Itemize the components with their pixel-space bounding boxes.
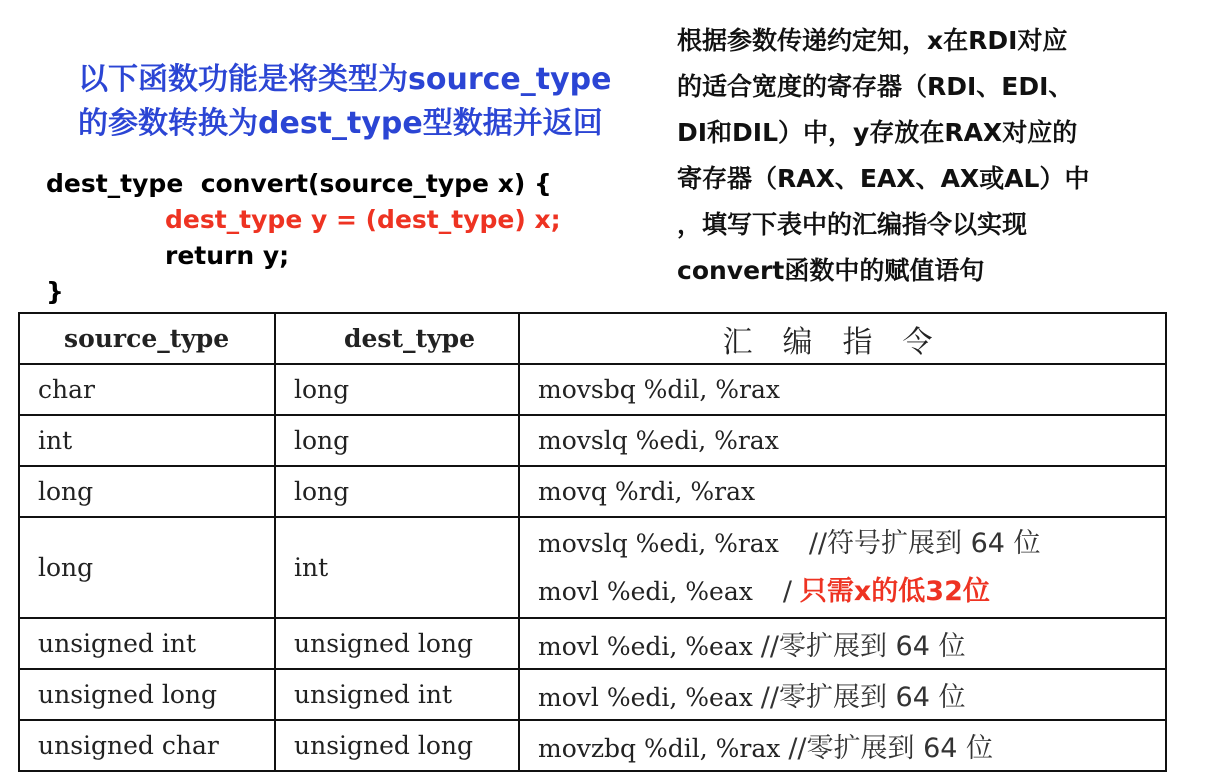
- asm-line-1: [538, 520, 1165, 568]
- cell-asm: [519, 669, 1166, 720]
- table-row: [19, 669, 1166, 720]
- asm-instruction: movl %edi, %eax: [538, 576, 753, 606]
- cell-source: unsigned char: [19, 720, 275, 771]
- cell-dest: long: [275, 415, 519, 466]
- note-line-3: DI和DIL）中，y存放在RAX对应的: [677, 118, 1078, 147]
- code-line-signature: dest_type convert(source_type x) {: [46, 169, 552, 198]
- cell-source: long: [19, 466, 275, 517]
- cell-dest: int: [275, 517, 519, 618]
- cell-asm: [519, 720, 1166, 771]
- table-row: [19, 720, 1166, 771]
- explanation-note: [677, 18, 1177, 294]
- title-line-2: 的参数转换为dest_type型数据并返回: [78, 106, 603, 141]
- code-line-close-brace: }: [46, 277, 64, 306]
- header-asm: 汇编指令: [519, 313, 1166, 364]
- header-dest-type: dest_type: [275, 313, 519, 364]
- cell-asm: movsbq %dil, %rax: [519, 364, 1166, 415]
- note-line-4: 寄存器（RAX、EAX、AX或AL）中: [677, 164, 1090, 193]
- header-source-type: source_type: [19, 313, 275, 364]
- asm-comment: //零扩展到 64 位: [788, 733, 994, 764]
- asm-comment: //符号扩展到 64 位: [808, 527, 1041, 559]
- table-row: [19, 415, 1166, 466]
- table-row: [19, 517, 1166, 618]
- cell-source: unsigned long: [19, 669, 275, 720]
- cell-dest: long: [275, 364, 519, 415]
- asm-comment: //零扩展到 64 位: [760, 682, 966, 713]
- cell-asm: movslq %edi, %rax: [519, 415, 1166, 466]
- note-line-5: ，填写下表中的汇编指令以实现: [677, 210, 1028, 239]
- asm-comment: //零扩展到 64 位: [760, 631, 966, 662]
- note-line-1: 根据参数传递约定知，x在RDI对应: [677, 26, 1068, 55]
- code-block: [46, 166, 561, 310]
- note-line-2: 的适合宽度的寄存器（RDI、EDI、: [677, 72, 1074, 101]
- asm-instruction: movslq %edi, %rax: [538, 528, 779, 558]
- cell-asm: [519, 618, 1166, 669]
- cell-source: char: [19, 364, 275, 415]
- asm-note-highlight: 只需x的低32位: [799, 575, 990, 607]
- table-row: [19, 364, 1166, 415]
- asm-instruction: movl %edi, %eax: [538, 632, 753, 661]
- table-row: [19, 618, 1166, 669]
- slide-title: [78, 58, 658, 146]
- table-header-row: [19, 313, 1166, 364]
- asm-comment-prefix: /: [782, 575, 792, 607]
- cell-source: unsigned int: [19, 618, 275, 669]
- cell-dest: unsigned long: [275, 618, 519, 669]
- title-line-1: 以下函数功能是将类型为source_type: [78, 62, 612, 97]
- cell-dest: unsigned int: [275, 669, 519, 720]
- cell-asm: movq %rdi, %rax: [519, 466, 1166, 517]
- asm-instruction: movl %edi, %eax: [538, 683, 753, 712]
- cell-dest: long: [275, 466, 519, 517]
- cell-source: long: [19, 517, 275, 618]
- cell-asm-double: [519, 517, 1166, 618]
- cell-dest: unsigned long: [275, 720, 519, 771]
- code-line-assignment: dest_type y = (dest_type) x;: [165, 205, 561, 234]
- code-line-return: return y;: [165, 241, 290, 270]
- asm-line-2: [538, 568, 1165, 616]
- note-line-6: convert函数中的赋值语句: [677, 256, 985, 285]
- conversion-table: [18, 312, 1167, 772]
- table-row: [19, 466, 1166, 517]
- asm-instruction: movzbq %dil, %rax: [538, 734, 781, 763]
- cell-source: int: [19, 415, 275, 466]
